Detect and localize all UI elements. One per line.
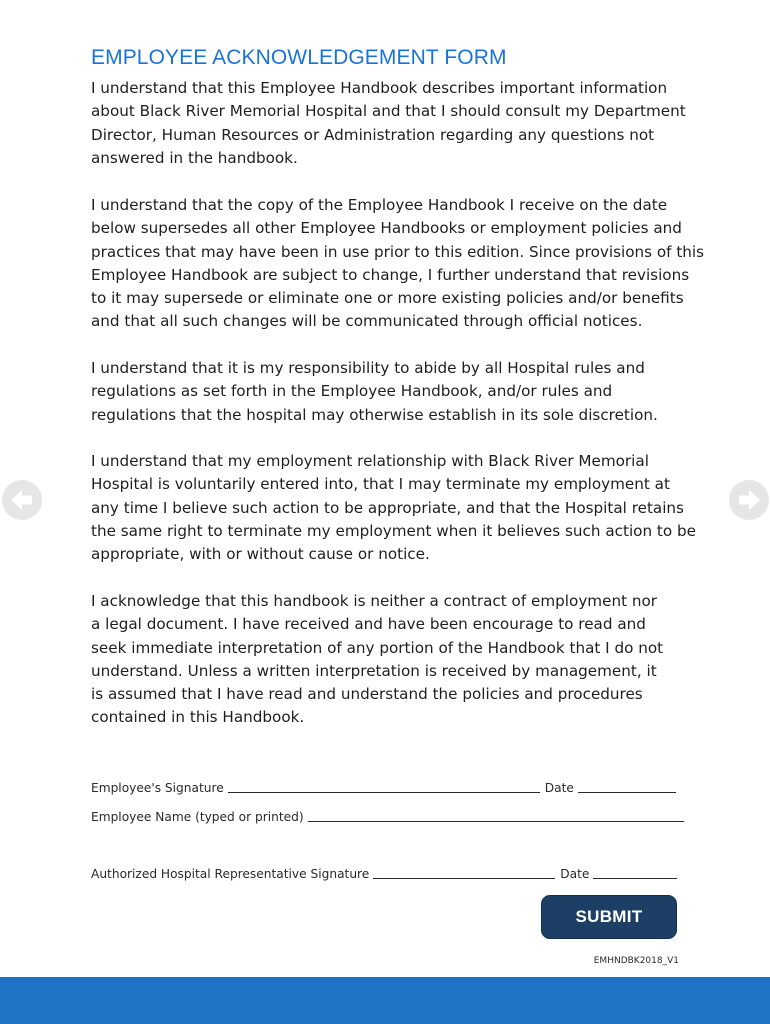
- submit-button[interactable]: SUBMIT: [541, 895, 677, 939]
- rep-date-field[interactable]: [593, 866, 677, 879]
- paragraph-handbook-info: I understand that this Employee Handbook describes important information about Black River Memorial Hospital and that I should consult my Department Director, Human Resources or Administration regarding any questions not answered in the handbook.: [91, 79, 686, 167]
- employee-signature-label: Employee's Signature: [91, 781, 224, 795]
- date-field[interactable]: [578, 780, 676, 793]
- employee-name-row: [91, 809, 684, 824]
- paragraph-supersedes: I understand that the copy of the Employee Handbook I receive on the date below supersedes all other Employee Handbooks or employment policies and practices that may have been in use prior to this edition. Since provisions of this Employee Handbook are subject to change, I further understand that revisions to it may supersede or eliminate one or more existing policies and/or benefits and that all such changes will be communicated through official notices.: [91, 196, 705, 331]
- paragraph-rules: I understand that it is my responsibility to abide by all Hospital rules and regulations as set forth in the Employee Handbook, and/or rules and regulations that the hospital may otherwise establish in its sole discretion.: [91, 359, 658, 424]
- rep-signature-label: Authorized Hospital Representative Signature: [91, 867, 370, 881]
- document-code: EMHNDBK2018_V1: [593, 956, 679, 966]
- rep-signature-row: [91, 866, 677, 881]
- next-page-button[interactable]: [729, 480, 769, 520]
- employee-signature-row: [91, 780, 676, 795]
- paragraph-acknowledge: I acknowledge that this handbook is neither a contract of employment nor a legal document. I have received and have been encourage to read and seek immediate interpretation of any portion of the Handbook that I do not understand. Unless a written interpretation is received by management, it is assumed that I have read and understand the policies and procedures contained in this Handbook.: [91, 592, 664, 727]
- footer-bar: [0, 977, 770, 1024]
- previous-page-button[interactable]: [2, 480, 42, 520]
- employee-name-field[interactable]: [308, 809, 684, 822]
- paragraph-employment-relationship: I understand that my employment relationship with Black River Memorial Hospital is voluntarily entered into, that I may terminate my employment at any time I believe such action to be appropriate, and that the Hospital retains the same right to terminate my employment when it believes such action to be appropriate, with or without cause or notice.: [91, 452, 696, 564]
- rep-date-label: Date: [560, 867, 590, 881]
- arrow-left-icon: [2, 480, 42, 520]
- date-label: Date: [544, 781, 574, 795]
- employee-name-label: Employee Name (typed or printed): [91, 810, 304, 824]
- employee-signature-field[interactable]: [228, 780, 540, 793]
- rep-signature-field[interactable]: [373, 866, 555, 879]
- arrow-right-icon: [729, 480, 769, 520]
- form-title: EMPLOYEE ACKNOWLEDGEMENT FORM: [91, 46, 507, 69]
